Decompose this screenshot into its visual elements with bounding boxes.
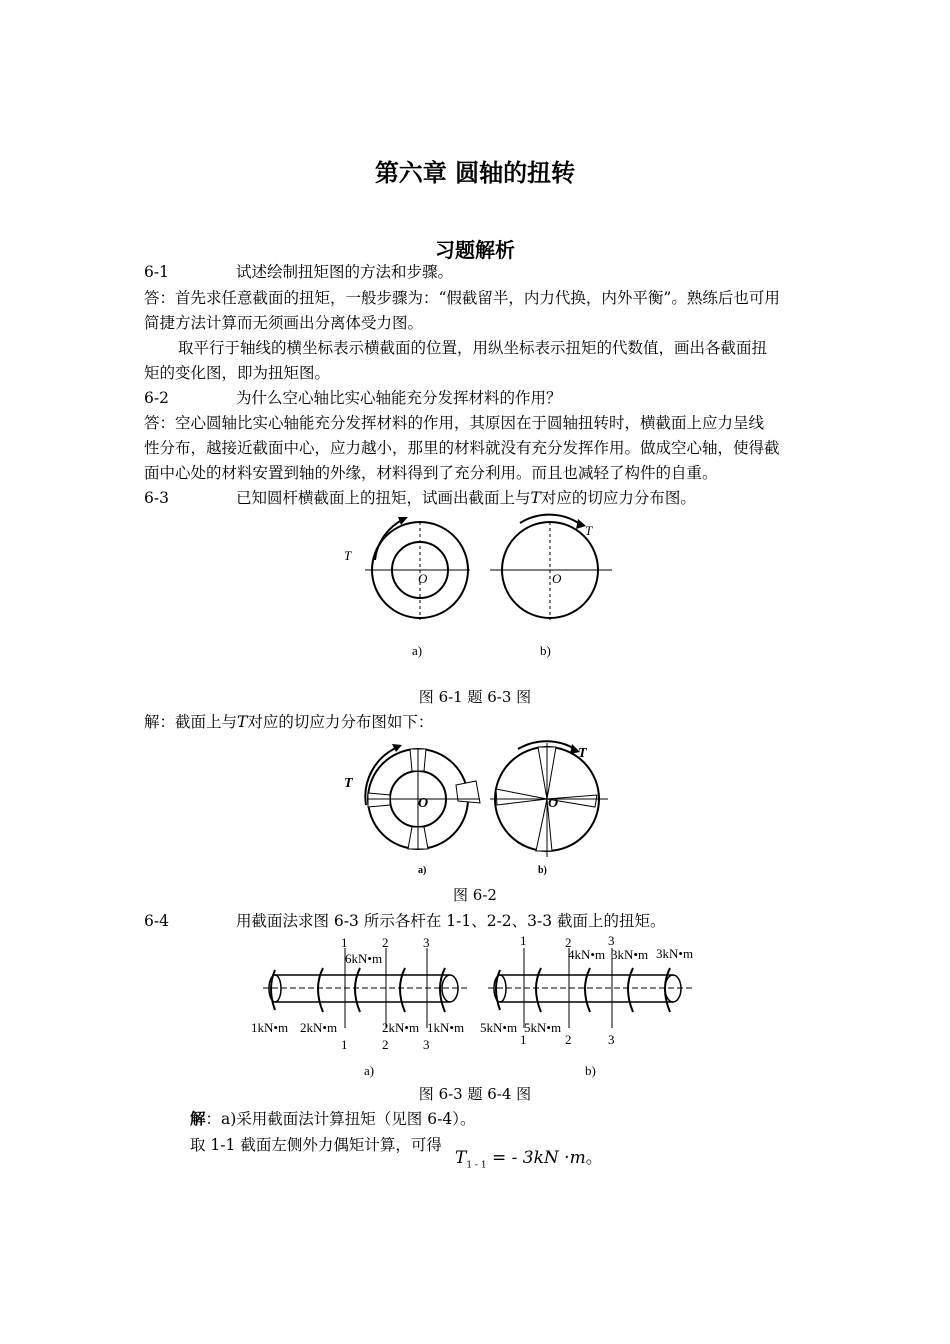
solution-text: ：a)采用截面法计算扭矩（见图 6-4）。	[205, 1110, 476, 1128]
section-2-top-a: 2	[382, 935, 389, 950]
solution-text: 取 1-1 截面左侧外力偶矩计算，可得	[190, 1136, 442, 1154]
question-text-b: 对应的切应力分布图。	[540, 489, 696, 507]
torque-arrow-a	[375, 519, 404, 560]
question-number: 6-4	[144, 912, 169, 930]
answer-6-2-line2: 性分布，越接近截面中心，应力越小，那里的材料就没有充分发挥作用。做成空心轴，使得截	[144, 439, 780, 457]
center-label-a: O	[418, 571, 428, 586]
answer-6-1-line4: 矩的变化图，即为扭矩图。	[144, 364, 331, 382]
question-text: 为什么空心轴比实心轴能充分发挥材料的作用？	[236, 389, 562, 407]
answer-6-2-line1: 答：空心圆轴比实心轴能充分发挥材料的作用，其原因在于圆轴扭转时，横截面上应力呈线	[144, 414, 765, 432]
answer-6-1-line2: 简捷方法计算而无须画出分离体受力图。	[144, 314, 424, 332]
sub-label-b: b)	[538, 865, 547, 876]
section-1-bottom-a: 1	[341, 1037, 348, 1052]
torque-top-1-b: 4kN•m	[568, 947, 606, 962]
question-6-3	[144, 486, 696, 510]
torque-symbol: T	[237, 713, 248, 731]
section-1-top-a: 1	[341, 935, 348, 950]
sub-label-b: b)	[585, 1063, 596, 1078]
formula-end: 。	[585, 1148, 603, 1168]
figure-6-1-caption: 图 6-1 题 6-3 图	[418, 688, 532, 706]
question-6-4	[144, 909, 666, 933]
torque-bottom-4-a: 1kN•m	[427, 1020, 465, 1035]
figure-6-3-caption: 图 6-3 题 6-4 图	[418, 1085, 532, 1103]
section-3-top-a: 3	[423, 935, 430, 950]
formula-subscript: 1 - 1	[466, 1160, 487, 1171]
question-number: 6-2	[144, 389, 169, 407]
torque-6kNm-a: 6kN•m	[345, 951, 383, 966]
center-label-b: O	[552, 571, 562, 586]
section-title: 习题解析	[435, 238, 515, 262]
torque-label-a: T	[344, 548, 352, 563]
section-3-bottom-a: 3	[423, 1037, 430, 1052]
torque-bottom-1-a: 1kN•m	[251, 1020, 289, 1035]
formula-symbol: T	[455, 1148, 467, 1168]
sub-label-a: a)	[412, 643, 423, 658]
question-number: 6-3	[144, 489, 169, 507]
question-6-2	[144, 386, 562, 410]
figure-6-2	[340, 735, 620, 880]
section-3-bottom-b: 3	[608, 1032, 615, 1047]
torque-symbol: T	[530, 489, 541, 507]
torque-label-a: T	[344, 776, 353, 791]
formula-value: = - 3kN ·m	[491, 1148, 586, 1168]
torque-bottom-2-a: 2kN•m	[300, 1020, 338, 1035]
torque-bottom-1-b: 5kN•m	[480, 1020, 518, 1035]
center-label-a: O	[418, 796, 429, 811]
section-1-top-b: 1	[520, 933, 527, 948]
question-text-a: 已知圆杆横截面上的扭矩，试画出截面上与	[236, 489, 531, 507]
question-text: 试述绘制扭矩图的方法和步骤。	[236, 263, 454, 281]
solution-6-4-line1	[190, 1107, 475, 1131]
section-2-bottom-b: 2	[565, 1032, 572, 1047]
torque-bottom-3-a: 2kN•m	[382, 1020, 420, 1035]
section-2-bottom-a: 2	[382, 1037, 389, 1052]
torque-top-3-b: 3kN•m	[656, 946, 694, 961]
question-6-1	[144, 260, 453, 284]
solution-6-4-line2	[190, 1133, 442, 1157]
sub-label-b: b)	[540, 643, 551, 658]
answer-6-1-line1: 答：首先求任意截面的扭矩，一般步骤为：“假截留半，内力代换，内外平衡”。熟练后也可用	[144, 289, 780, 307]
figure-6-2-caption: 图 6-2	[453, 886, 497, 904]
torque-bottom-2-b: 5kN•m	[524, 1020, 562, 1035]
section-3-top-b: 3	[608, 933, 615, 948]
question-number: 6-1	[144, 263, 169, 281]
torque-label-b: T	[578, 746, 587, 761]
solution-text-b: 对应的切应力分布图如下：	[247, 713, 434, 731]
center-label-b: O	[548, 796, 559, 811]
answer-6-2-line3: 面中心处的材料安置到轴的外缘，材料得到了充分利用。而且也减轻了构件的自重。	[144, 464, 718, 482]
figure-6-1	[330, 510, 630, 665]
sub-label-a: a)	[364, 1063, 375, 1078]
solution-6-3	[144, 710, 433, 734]
torque-label-b: T	[585, 523, 593, 538]
sub-label-a: a)	[418, 865, 427, 876]
torque-top-2-b: 3kN•m	[611, 947, 649, 962]
section-2-top-b: 2	[565, 935, 572, 950]
chapter-title: 第六章 圆轴的扭转	[374, 158, 576, 187]
figure-6-3	[245, 932, 715, 1082]
question-text: 用截面法求图 6-3 所示各杆在 1-1、2-2、3-3 截面上的扭矩。	[236, 912, 666, 930]
formula-T11	[455, 1143, 603, 1170]
answer-6-1-line3: 取平行于轴线的横坐标表示横截面的位置，用纵坐标表示扭矩的代数值，画出各截面扭	[178, 339, 768, 357]
solution-text-a: 解：截面上与	[144, 713, 238, 731]
section-1-bottom-b: 1	[520, 1032, 527, 1047]
solution-label: 解	[190, 1109, 206, 1128]
